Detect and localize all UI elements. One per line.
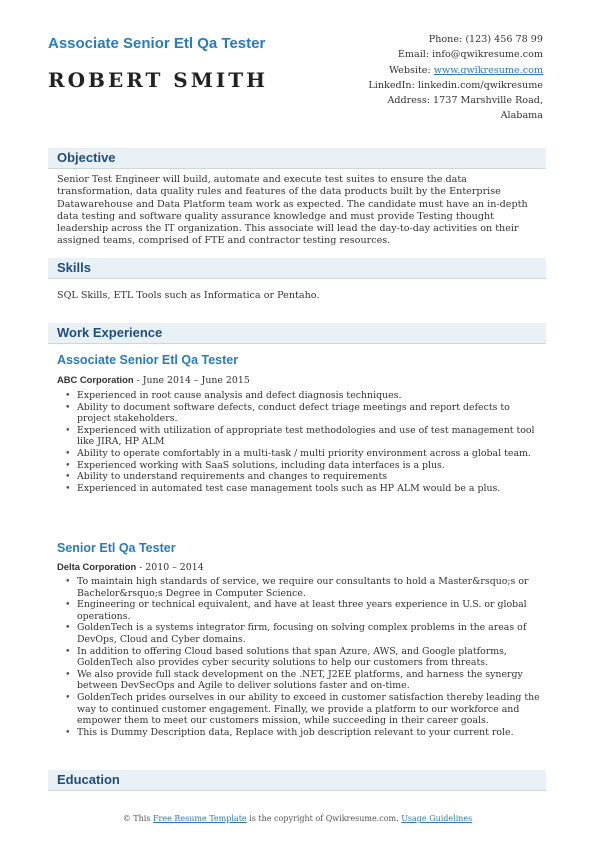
job-1-company-line <box>57 374 250 386</box>
section-objective-title: Objective <box>57 150 116 165</box>
list-item: • We also provide full stack development on the .NET, J2EE platforms, and harness the synergy between DevSecOps and Agile to deliver solutions faster and on-time. <box>57 669 543 692</box>
list-item: • This is Dummy Description data, Replace with job description relevant to your current role. <box>57 727 543 739</box>
job-1-company: ABC Corporation <box>57 374 134 385</box>
footer-middle: is the copyright of Qwikresume.com. <box>246 814 402 823</box>
section-work-title: Work Experience <box>57 325 163 340</box>
list-item: • Experienced working with SaaS solutions, including data interfaces is a plus. <box>57 460 543 472</box>
list-item: • Experienced in root cause analysis and defect diagnosis techniques. <box>57 390 543 402</box>
list-item: • Ability to operate comfortably in a multi-task / multi priority environment across a global team. <box>57 448 543 460</box>
contact-website <box>368 63 543 78</box>
footer-template-link[interactable]: Free Resume Template <box>152 814 247 823</box>
section-work-experience <box>48 323 546 344</box>
resume-header <box>48 34 268 92</box>
job-2-title: Senior Etl Qa Tester <box>57 541 176 555</box>
list-item: • Ability to document software defects, conduct defect triage meetings and report defects to project stakeholders. <box>57 402 543 425</box>
list-item: • Ability to understand requirements and changes to requirements <box>57 471 543 483</box>
footer <box>0 814 595 823</box>
contact-address-line1: Address: 1737 Marshville Road, <box>387 95 543 107</box>
header-job-title: Associate Senior Etl Qa Tester <box>48 35 266 52</box>
list-item: • In addition to offering Cloud based solutions that span Azure, AWS, and Google platforms, GoldenTech also provides cyber security solutions to help our customers from threats. <box>57 646 543 669</box>
job-1-title: Associate Senior Etl Qa Tester <box>57 353 239 367</box>
contact-email: Email: info@qwikresume.com <box>397 49 543 61</box>
job-1-bullets <box>57 390 543 494</box>
footer-usage-link[interactable]: Usage Guidelines <box>401 814 473 823</box>
contact-address-line2: Alabama <box>500 110 543 122</box>
footer-prefix: © This <box>122 814 153 823</box>
job-2-company-line <box>57 561 204 573</box>
section-skills-title: Skills <box>57 260 91 275</box>
candidate-name: ROBERT SMITH <box>48 68 269 92</box>
objective-text: Senior Test Engineer will build, automate and execute test suites to ensure the data transformation, data quality rules and features of the data products built by the Enterprise Datawarehouse and Data Platform team work as expected. The candidate must have an in-depth data testing and software quality assurance knowledge and must provide Testing thought leadership across the IT organization. This associate will lead the day-to-day activities on their assigned teams, comprised of FTE and contractor testing resources. <box>57 174 528 247</box>
contact-phone: Phone: (123) 456 78 99 <box>428 34 543 45</box>
list-item: • GoldenTech prides ourselves in our ability to exceed in customer satisfaction thereby leading the way to continued customer engagement. Finally, we provide a platform to our workforce and empower them to meet our customers mission, while succeeding in their career goals. <box>57 692 543 727</box>
list-item: • To maintain high standards of service, we require our consultants to hold a Master&rsquo;s or Bachelor&rsquo;s Degree in Computer Science. <box>57 576 543 599</box>
website-label: Website: <box>389 64 434 76</box>
list-item: • Engineering or technical equivalent, and have at least three years experience in U.S. or global operations. <box>57 599 543 622</box>
contact-block <box>368 32 543 124</box>
list-item: • Experienced with utilization of appropriate test methodologies and use of test management tool like JIRA, HP ALM <box>57 425 543 448</box>
list-item: • Experienced in automated test case management tools such as HP ALM would be a plus. <box>57 483 543 495</box>
website-link[interactable]: www.qwikresume.com <box>433 64 543 76</box>
job-2-company: Delta Corporation <box>57 561 137 572</box>
list-item: • GoldenTech is a systems integrator firm, focusing on solving complex problems in the areas of DevOps, Cloud and Cyber domains. <box>57 622 543 645</box>
contact-linkedin: LinkedIn: linkedin.com/qwikresume <box>368 79 543 91</box>
section-objective <box>48 148 546 169</box>
skills-text: SQL Skills, ETL Tools such as Informatica or Pentaho. <box>57 290 320 301</box>
job-2-dates: - 2010 – 2014 <box>136 562 204 573</box>
job-1-dates: - June 2014 – June 2015 <box>133 375 250 386</box>
job-2-bullets <box>57 576 543 738</box>
section-education-title: Education <box>57 772 120 787</box>
section-skills <box>48 258 546 279</box>
section-education <box>48 770 546 791</box>
